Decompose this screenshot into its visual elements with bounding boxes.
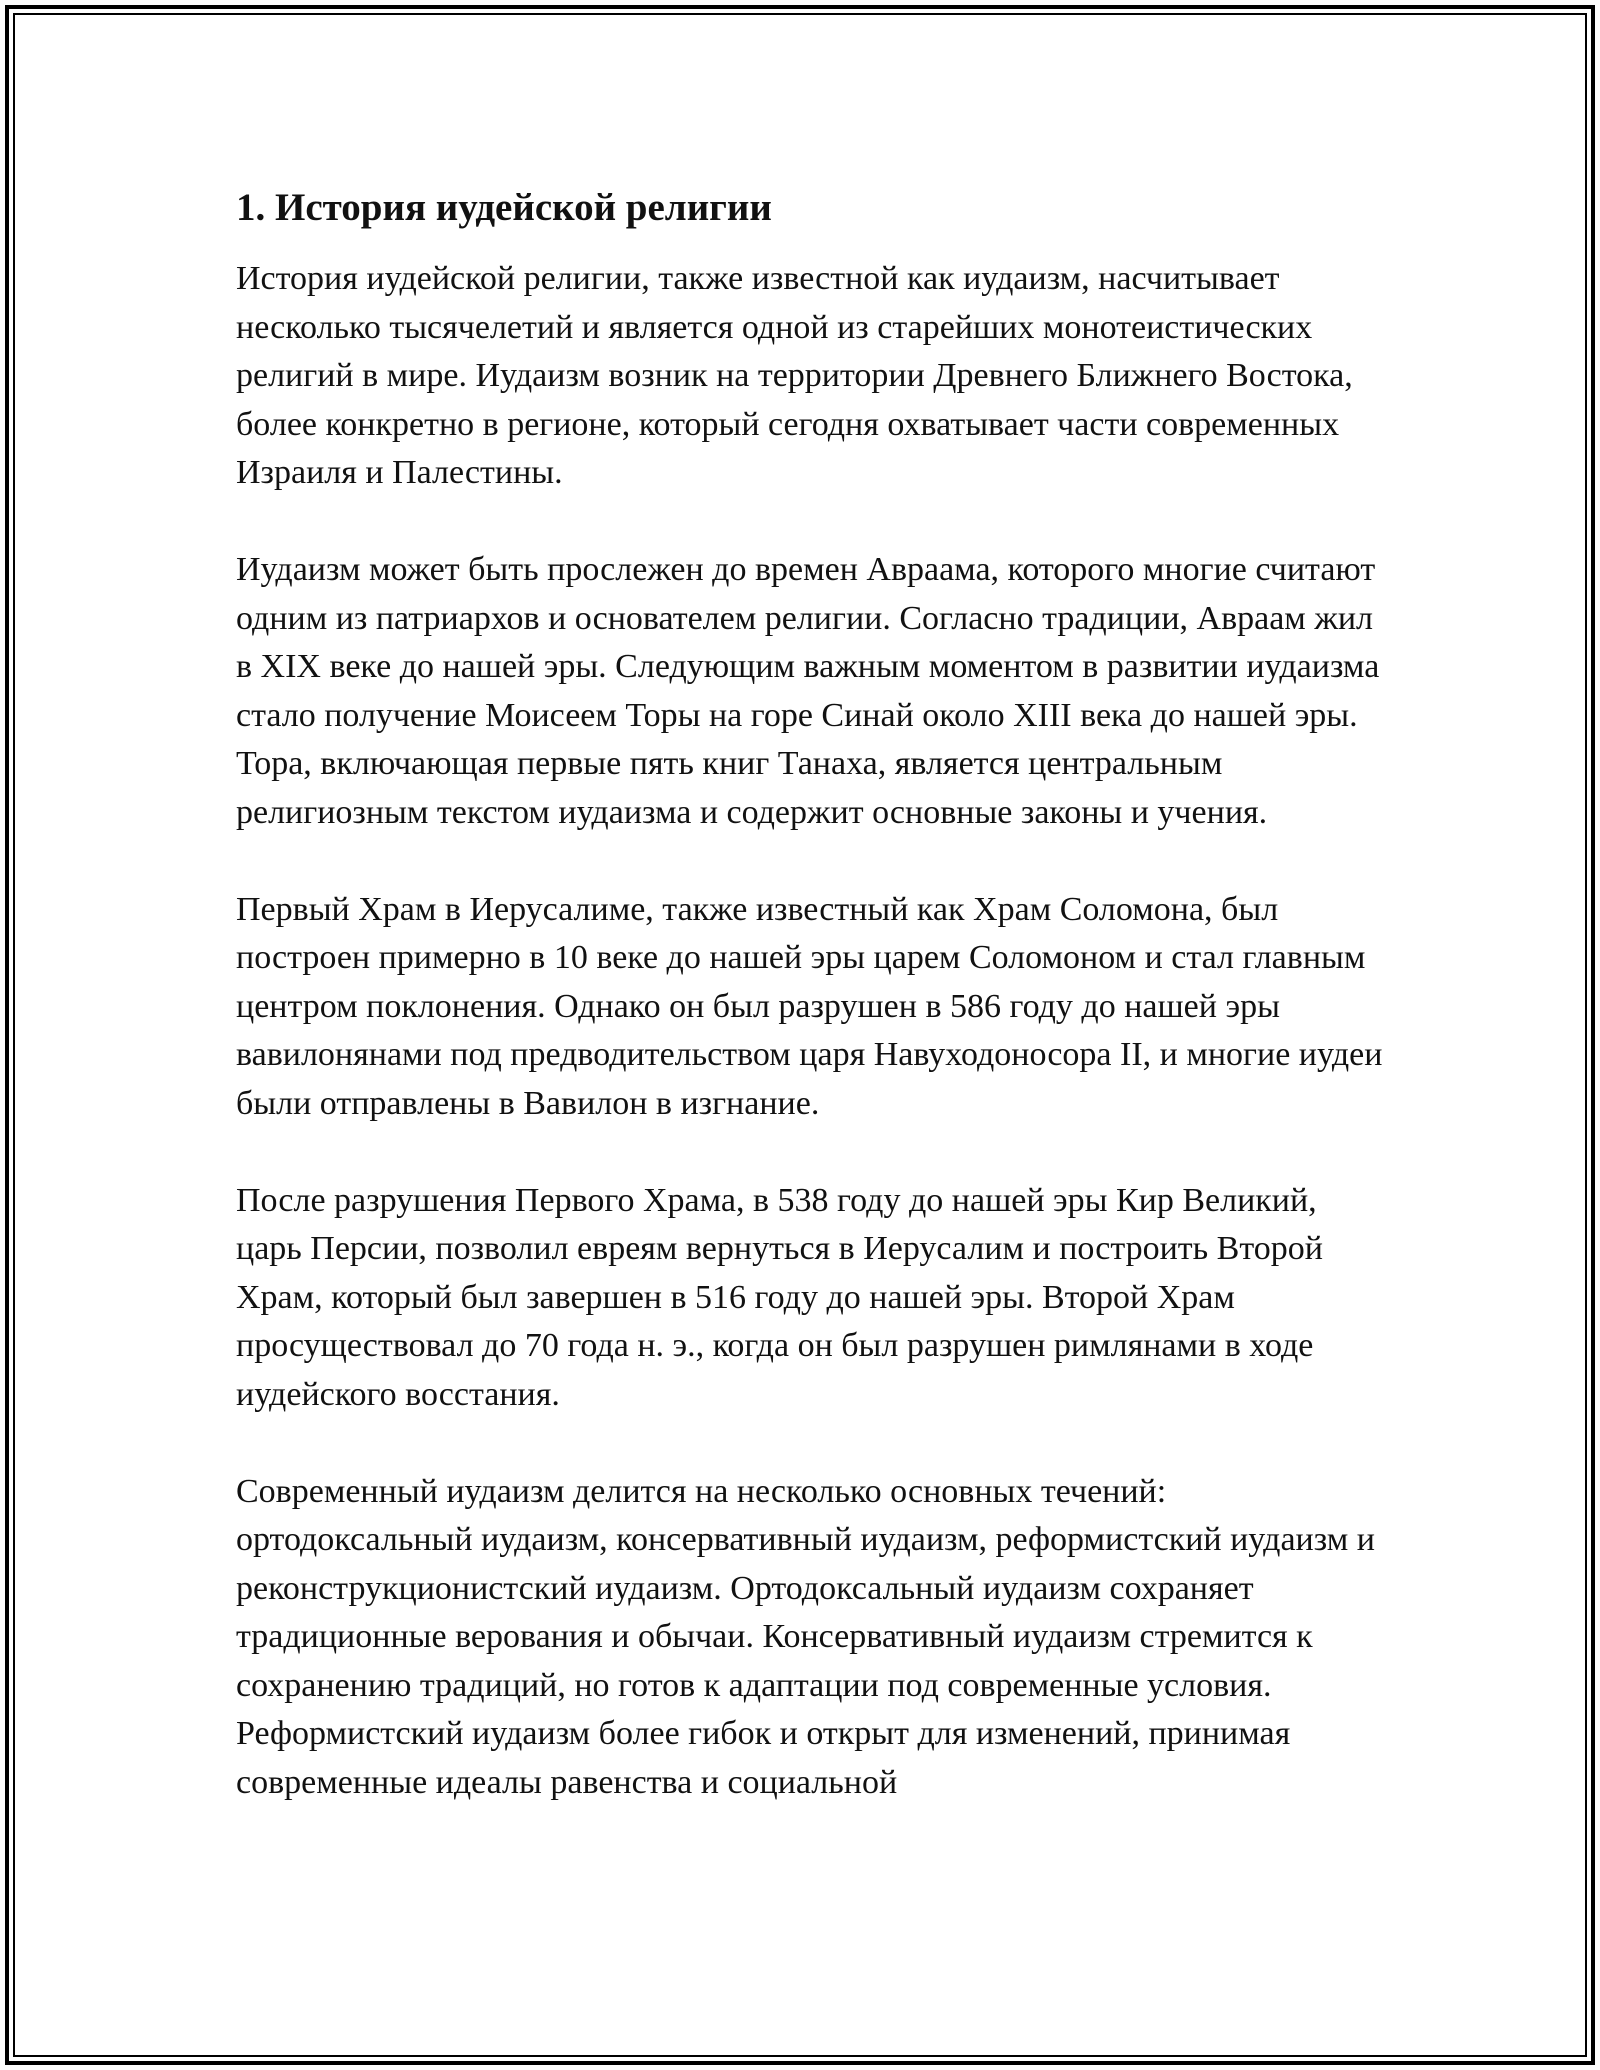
paragraph-2: Иудаизм может быть прослежен до времен Авраама, которого многие считают одним из патриархов и основателем религии. Согласно традиции, Авраам жил в XIX веке до нашей эры. Следующим важным моментом в развитии иудаизма стало получение Моисеем Торы на горе Синай около XIII века до нашей эры. Тора, включающая первые пять книг Танаха, является центральным религиозным текстом иудаизма и содержит основные законы и учения.	[236, 551, 1380, 831]
paragraph-5: Современный иудаизм делится на несколько основных течений: ортодоксальный иудаизм, консервативный иудаизм, реформистский иудаизм и реконструкционистский иудаизм. Ортодоксальный иудаизм сохраняет традиционные верования и обычаи. Консервативный иудаизм стремится к сохранению традиций, но готов к адаптации под современные условия. Реформистский иудаизм более гибок и открыт для изменений, принимая современные идеалы равенства и социальной	[236, 1472, 1375, 1801]
paragraph-3: Первый Храм в Иерусалиме, также известный как Храм Соломона, был построен примерно в 10 веке до нашей эры царем Соломоном и стал главным центром поклонения. Однако он был разрушен в 586 году до нашей эры вавилонянами под предводительством царя Навуходоносора II, и многие иудеи были отправлены в Вавилон в изгнание.	[236, 890, 1383, 1122]
paragraph-4: После разрушения Первого Храма, в 538 году до нашей эры Кир Великий, царь Персии, позволил евреям вернуться в Иерусалим и построить Второй Храм, который был завершен в 516 году до нашей эры. Второй Храм просуществовал до 70 года н. э., когда он был разрушен римлянами в ходе иудейского восстания.	[236, 1181, 1323, 1413]
paragraph-1: История иудейской религии, также известной как иудаизм, насчитывает несколько тысячелетий и является одной из старейших монотеистических религий в мире. Иудаизм возник на территории Древнего Ближнего Востока, более конкретно в регионе, который сегодня охватывает части современных Израиля и Палестины.	[236, 260, 1353, 491]
section-heading: 1. История иудейской религии	[236, 186, 772, 229]
document-body	[236, 183, 1386, 1807]
